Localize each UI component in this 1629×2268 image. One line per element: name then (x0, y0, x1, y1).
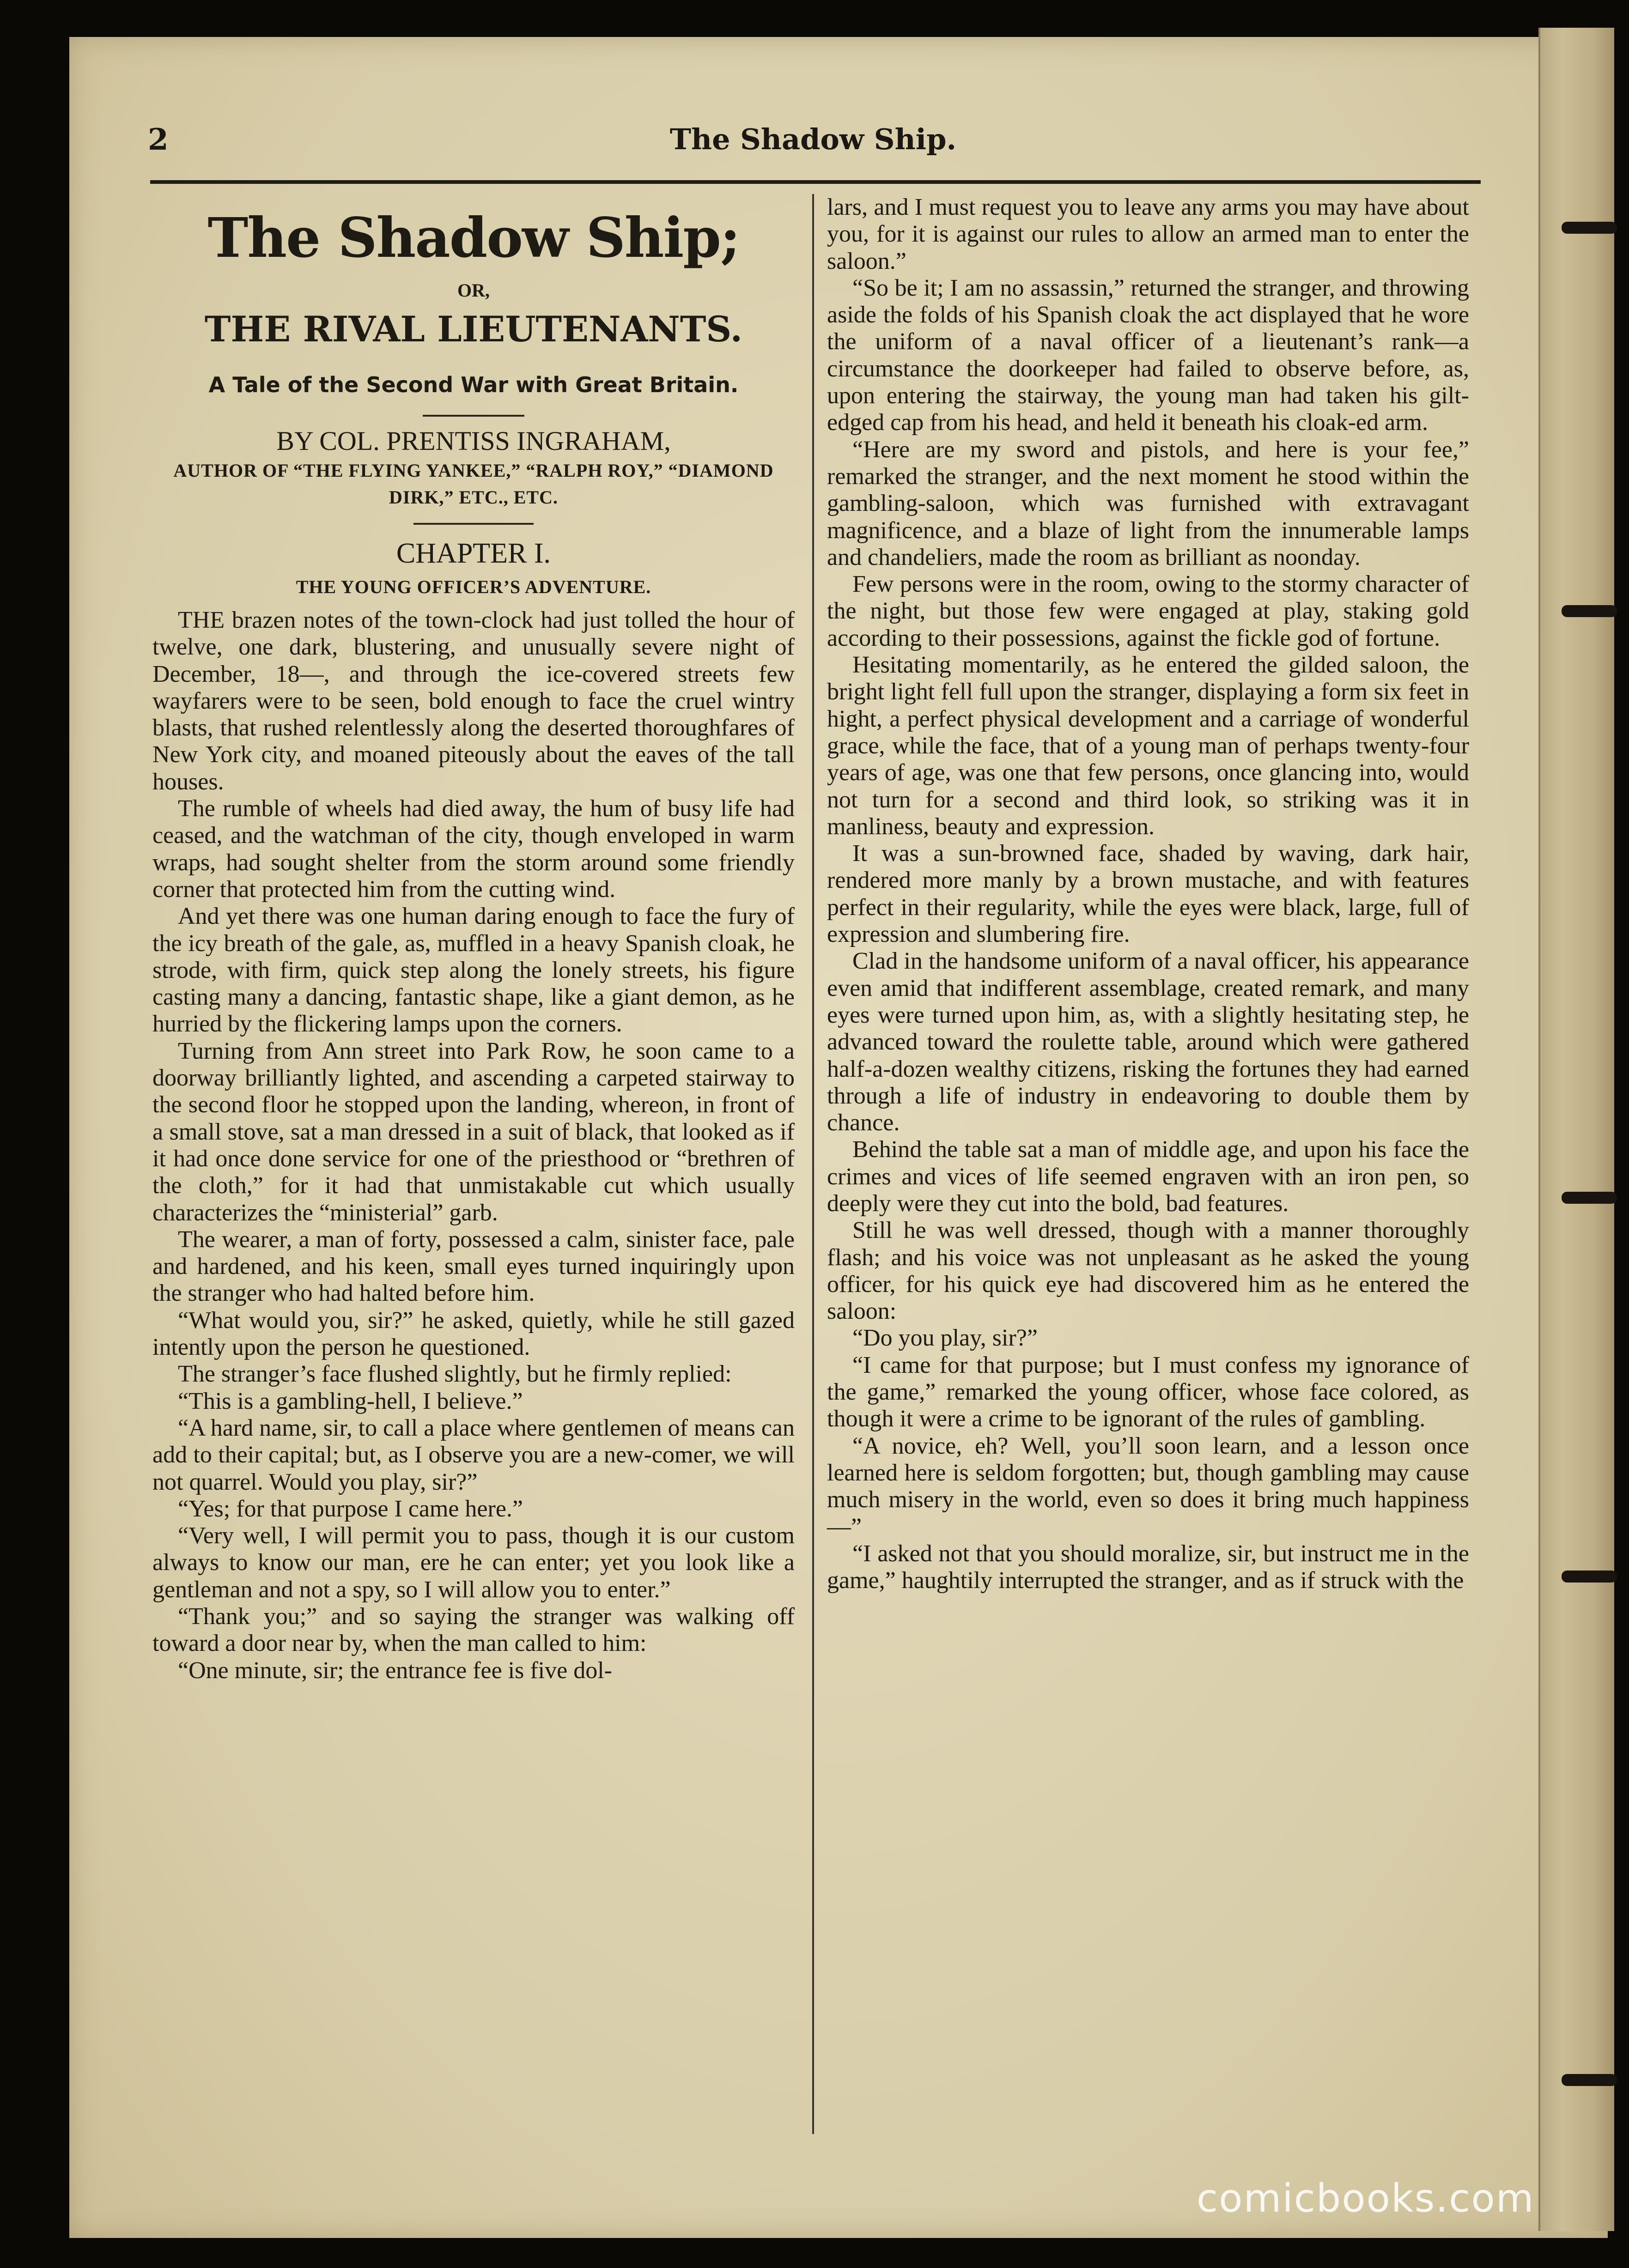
story-tagline: A Tale of the Second War with Great Britain. (208, 372, 739, 397)
paragraph: And yet there was one human daring enough to face the fury of the icy breath of the gale, as, muffled in a heavy Spanish cloak, he strode, with firm, quick step along the lonely streets, his figure casting many a dancing, fantastic shape, like a giant demon, as he hurried by the flickering lamps upon the corners. (152, 903, 795, 1037)
paragraph: “Do you play, sir?” (852, 1325, 1038, 1352)
watermark: comicbooks.com (1197, 2176, 1535, 2221)
binding-stitch (1562, 1571, 1617, 1583)
paragraph: Hesitating momentarily, as he entered the gilded saloon, the bright light fell full upon the stranger, displaying a form six feet in hight, a perfect physical development and a carriage of wonderful grace, while the face, that of a young man of perhaps twenty-four years of age, was one that few persons, once glancing into, would not turn for a second and third look, so striking was it in manliness, beauty and expression. (827, 652, 1469, 840)
column-divider (812, 194, 814, 2134)
title-rule (423, 415, 524, 417)
paragraph: “Here are my sword and pistols, and here is your fee,” remarked the stranger, and the next moment he stood within the gambling-saloon, which was furnished with extravagant magnificence, and a blaze of light from the innumerable lamps and chandeliers, made the room as brilliant as noonday. (827, 436, 1469, 570)
paragraph: The rumble of wheels had died away, the hum of busy life had ceased, and the watchman of the city, though enveloped in warm wraps, had sought shelter from the storm around some friendly corner that protected him from the cutting wind. (152, 795, 795, 903)
binding-stitch (1562, 222, 1617, 234)
paragraph: “A hard name, sir, to call a place where gentlemen of means can add to their capital; but, as I observe you are a new-comer, we will not quarrel. Would you play, sir?” (152, 1414, 795, 1495)
paragraph: Clad in the handsome uniform of a naval officer, his appearance even amid that indifferent assemblage, created remark, and many eyes were turned upon him, as, with a slightly hesitating step, he advanced toward the roulette table, around which were gathered half-a-dozen wealthy citizens, risking the fortunes they had earned through a life of industry in endeavoring to double them by chance. (827, 948, 1469, 1136)
paragraph: The wearer, a man of forty, possessed a calm, sinister face, pale and hardened, and his keen, small eyes turned inquiringly upon the stranger who had halted before him. (152, 1226, 795, 1307)
paragraph: “So be it; I am no assassin,” returned the stranger, and throwing aside the folds of his Spanish cloak the act displayed that he wore the uniform of a naval officer of a lieutenant’s rank—a circumstance the doorkeeper had failed to observe before, as, upon entering the stairway, the young man had taken his gilt-edged cap from his head, and held it beneath his cloak-ed arm. (827, 274, 1469, 436)
right-column (827, 194, 1469, 1594)
story-title: The Shadow Ship; (207, 206, 740, 270)
byline: BY COL. PRENTISS INGRAHAM, (276, 426, 671, 456)
paragraph: “Very well, I will permit you to pass, though it is our custom always to know our man, ere he can enter; yet you look like a gentleman and not a spy, so I will allow you to enter.” (152, 1522, 795, 1603)
page-number: 2 (148, 122, 169, 157)
paragraph: “A novice, eh? Well, you’ll soon learn, and a lesson once learned here is seldom forgotten; but, though gambling may cause much misery in the world, even so does it bring much happiness—” (827, 1432, 1469, 1540)
paragraph: lars, and I must request you to leave any arms you may have about you, for it is against our rules to allow an armed man to enter the saloon.” (827, 194, 1469, 274)
binding-stitch (1562, 1192, 1617, 1204)
chapter-heading: CHAPTER I. (396, 538, 551, 569)
binding-stitch (1562, 605, 1617, 617)
paragraph: “I came for that purpose; but I must confess my ignorance of the game,” remarked the young officer, whose face colored, as though it were a crime to be ignorant of the rules of gambling. (827, 1352, 1469, 1432)
left-column (152, 194, 795, 1684)
running-title: The Shadow Ship. (669, 122, 957, 156)
title-or: OR, (457, 280, 490, 301)
author-credits: AUTHOR OF “THE FLYING YANKEE,” “RALPH ROY,” “DIAMOND DIRK,” ETC., ETC. (173, 460, 774, 508)
header-rule (150, 180, 1481, 184)
binding-stitch (1562, 2074, 1617, 2086)
paragraph: Still he was well dressed, though with a manner thoroughly flash; and his voice was not unpleasant as he asked the young officer, for his quick eye had discovered him as he entered the saloon: (827, 1217, 1469, 1325)
chapter-title: THE YOUNG OFFICER’S ADVENTURE. (296, 576, 651, 597)
paragraph: “One minute, sir; the entrance fee is five dol- (178, 1657, 612, 1684)
paragraph: “This is a gambling-hell, I believe.” (178, 1388, 523, 1414)
byline-rule (413, 523, 534, 525)
paragraph: THE brazen notes of the town-clock had just tolled the hour of twelve, one dark, blustering, and unusually severe night of December, 18—, and through the ice-covered streets few wayfarers were to be seen, bold enough to face the cruel wintry blasts, that rushed relentlessly along the deserted thoroughfares of New York city, and moaned piteously about the eaves of the tall houses. (152, 607, 795, 795)
binding-spine (1538, 28, 1614, 2231)
paragraph: Turning from Ann street into Park Row, he soon came to a doorway brilliantly lighted, and ascending a carpeted stairway to the second floor he stopped upon the landing, whereon, in front of a small stove, sat a man dressed in a suit of black, that looked as if it had once done service for one of the priesthood or “brethren of the cloth,” for it had that unmistakable cut which usually characterizes the “ministerial” garb. (152, 1037, 795, 1226)
paragraph: “I asked not that you should moralize, sir, but instruct me in the game,” haughtily interrupted the stranger, and as if struck with the (827, 1540, 1469, 1594)
paragraph: The stranger’s face flushed slightly, but he firmly replied: (178, 1361, 732, 1388)
paragraph: Few persons were in the room, owing to the stormy character of the night, but those few were engaged at play, staking gold according to their possessions, against the fickle god of fortune. (827, 571, 1469, 651)
paragraph: “Yes; for that purpose I came here.” (178, 1495, 523, 1522)
story-subtitle: THE RIVAL LIEUTENANTS. (204, 309, 743, 350)
paragraph: It was a sun-browned face, shaded by waving, dark hair, rendered more manly by a brown mustache, and with features perfect in their regularity, while the eyes were black, large, full of expression and slumbering fire. (827, 840, 1469, 948)
paragraph: Behind the table sat a man of middle age, and upon his face the crimes and vices of life seemed engraven with an iron pen, so deeply were they cut into the bold, bad features. (827, 1136, 1469, 1217)
running-head (148, 122, 1478, 164)
paragraph: “What would you, sir?” he asked, quietly, while he still gazed intently upon the person he questioned. (152, 1307, 795, 1361)
paragraph: “Thank you;” and so saying the stranger was walking off toward a door near by, when the man called to him: (152, 1603, 795, 1657)
